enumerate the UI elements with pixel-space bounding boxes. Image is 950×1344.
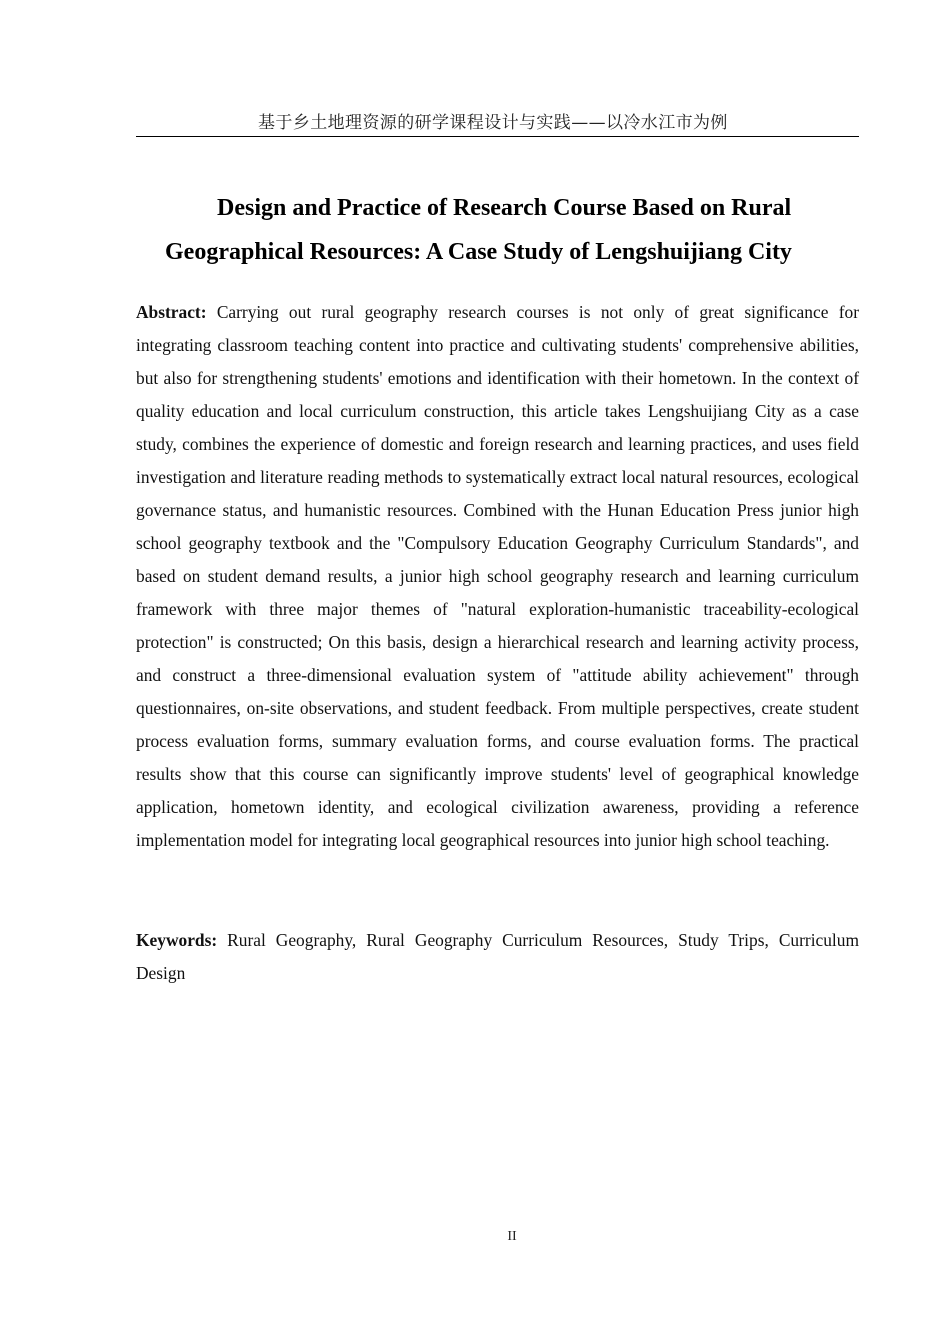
paper-title-line-2: Geographical Resources: A Case Study of Lengshuijiang City <box>165 239 792 265</box>
paper-title-line-1: Design and Practice of Research Course Based on Rural <box>217 195 792 221</box>
abstract-label: Abstract: <box>136 302 207 322</box>
keywords-text: Rural Geography, Rural Geography Curriculum Resources, Study Trips, Curriculum Design <box>136 930 859 983</box>
running-header-title: 基于乡土地理资源的研学课程设计与实践——以冷水江市为例 <box>258 113 728 133</box>
page-number: II <box>507 1229 517 1244</box>
paper-title <box>136 186 859 274</box>
abstract-text: Carrying out rural geography research courses is not only of great significance for integrating classroom teaching content into practice and cultivating students' comprehensive abilities, but also for strengthening students' emotions and identification with their hometown. In the context of quality education and local curriculum construction, this article takes Lengshuijiang City as a case study, combines the experience of domestic and foreign research and learning practices, and uses field investigation and literature reading methods to systematically extract local natural resources, ecological governance status, and humanistic resources. Combined with the Hunan Education Press junior high school geography textbook and the "Compulsory Education Geography Curriculum Standards", and based on student demand results, a junior high school geography research and learning curriculum framework with three major themes of "natural exploration-humanistic traceability-ecological protection" is constructed; On this basis, design a hierarchical research and learning activity process, and construct a three-dimensional evaluation system of "attitude ability achievement" through questionnaires, on-site observations, and student feedback. From multiple perspectives, create student process evaluation forms, summary evaluation forms, and course evaluation forms. The practical results show that this course can significantly improve students' level of geographical knowledge application, hometown identity, and ecological civilization awareness, providing a reference implementation model for integrating local geographical resources into junior high school teaching. <box>136 302 859 850</box>
running-header <box>136 112 859 137</box>
keywords-paragraph <box>136 924 859 990</box>
keywords-label: Keywords: <box>136 930 218 950</box>
abstract-paragraph <box>136 296 859 857</box>
